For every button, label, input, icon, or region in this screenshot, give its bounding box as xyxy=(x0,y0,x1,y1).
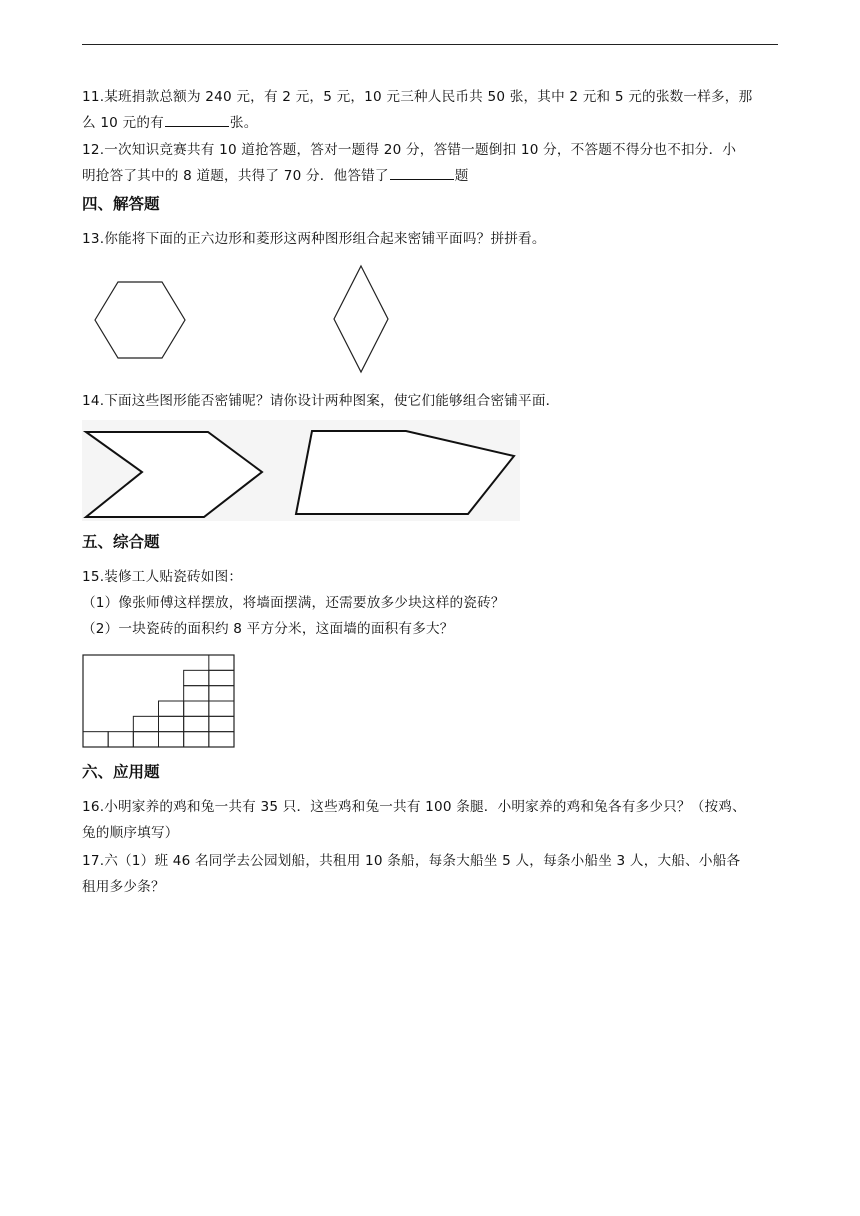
section-heading-5: 五、综合题 xyxy=(82,533,160,551)
tile-group xyxy=(83,655,234,747)
question-12-line2 xyxy=(82,163,780,189)
tile xyxy=(209,655,234,670)
tile xyxy=(184,670,209,685)
tile xyxy=(209,686,234,701)
tile xyxy=(108,732,133,747)
question-13: 13.你能将下面的正六边形和菱形这两种图形组合起来密铺平面吗？拼拼看。 xyxy=(82,231,546,247)
tile xyxy=(184,701,209,716)
question-14: 14.下面这些图形能否密铺呢？请你设计两种图案，使它们能够组合密铺平面． xyxy=(82,393,560,409)
tile xyxy=(159,732,184,747)
question-11-text: 么 10 元的有 xyxy=(82,115,164,131)
tile xyxy=(209,716,234,731)
tile xyxy=(184,716,209,731)
tile xyxy=(184,686,209,701)
question-15-stem: 15.装修工人贴瓷砖如图： xyxy=(82,569,243,585)
answer-blank-11[interactable] xyxy=(165,114,229,127)
tessellation-shapes-figure xyxy=(82,420,522,522)
question-12-unit: 题 xyxy=(454,168,469,184)
header-rule xyxy=(82,44,778,45)
hexagon-rhombus-figure xyxy=(90,262,410,380)
tile xyxy=(209,670,234,685)
question-17-line2: 租用多少条？ xyxy=(82,879,165,895)
tile xyxy=(83,732,108,747)
question-17-line1: 17.六（1）班 46 名同学去公园划船，共租用 10 条船，每条大船坐 5 人，每条小船坐 3 人，大船、小船各 xyxy=(82,853,741,869)
tile xyxy=(133,716,158,731)
question-11-line2 xyxy=(82,110,780,136)
tile xyxy=(184,732,209,747)
question-11 xyxy=(82,84,780,136)
question-15-sub1: （1）像张师傅这样摆放，将墙面摆满，还需要放多少块这样的瓷砖？ xyxy=(82,595,505,611)
question-16-line2: 兔的顺序填写） xyxy=(82,825,179,841)
rhombus-shape xyxy=(334,266,388,372)
question-15-sub2: （2）一块瓷砖的面积约 8 平方分米，这面墙的面积有多大？ xyxy=(82,621,454,637)
question-11-line1: 11.某班捐款总额为 240 元，有 2 元，5 元，10 元三种人民币共 50 张，其中 2 元和 5 元的张数一样多，那 xyxy=(82,89,753,105)
question-16 xyxy=(82,794,780,846)
tile xyxy=(133,732,158,747)
question-15 xyxy=(82,564,780,642)
tile xyxy=(209,732,234,747)
tile xyxy=(159,716,184,731)
tile-wall-figure xyxy=(82,654,237,749)
question-12-text: 明抢答了其中的 8 道题，共得了 70 分．他答错了 xyxy=(82,168,389,184)
question-12-line1: 12.一次知识竞赛共有 10 道抢答题，答对一题得 20 分，答错一题倒扣 10 分，不答题不得分也不扣分．小 xyxy=(82,142,737,158)
question-11-unit: 张。 xyxy=(229,115,258,131)
section-heading-4: 四、解答题 xyxy=(82,195,160,213)
answer-blank-12[interactable] xyxy=(390,167,454,180)
tile xyxy=(159,701,184,716)
question-12 xyxy=(82,137,780,189)
tile xyxy=(209,701,234,716)
section-heading-6: 六、应用题 xyxy=(82,763,160,781)
question-16-line1: 16.小明家养的鸡和兔一共有 35 只．这些鸡和兔一共有 100 条腿．小明家养的鸡和兔各有多少只？（按鸡、 xyxy=(82,799,746,815)
question-17 xyxy=(82,848,780,900)
regular-hexagon-shape xyxy=(95,282,185,358)
